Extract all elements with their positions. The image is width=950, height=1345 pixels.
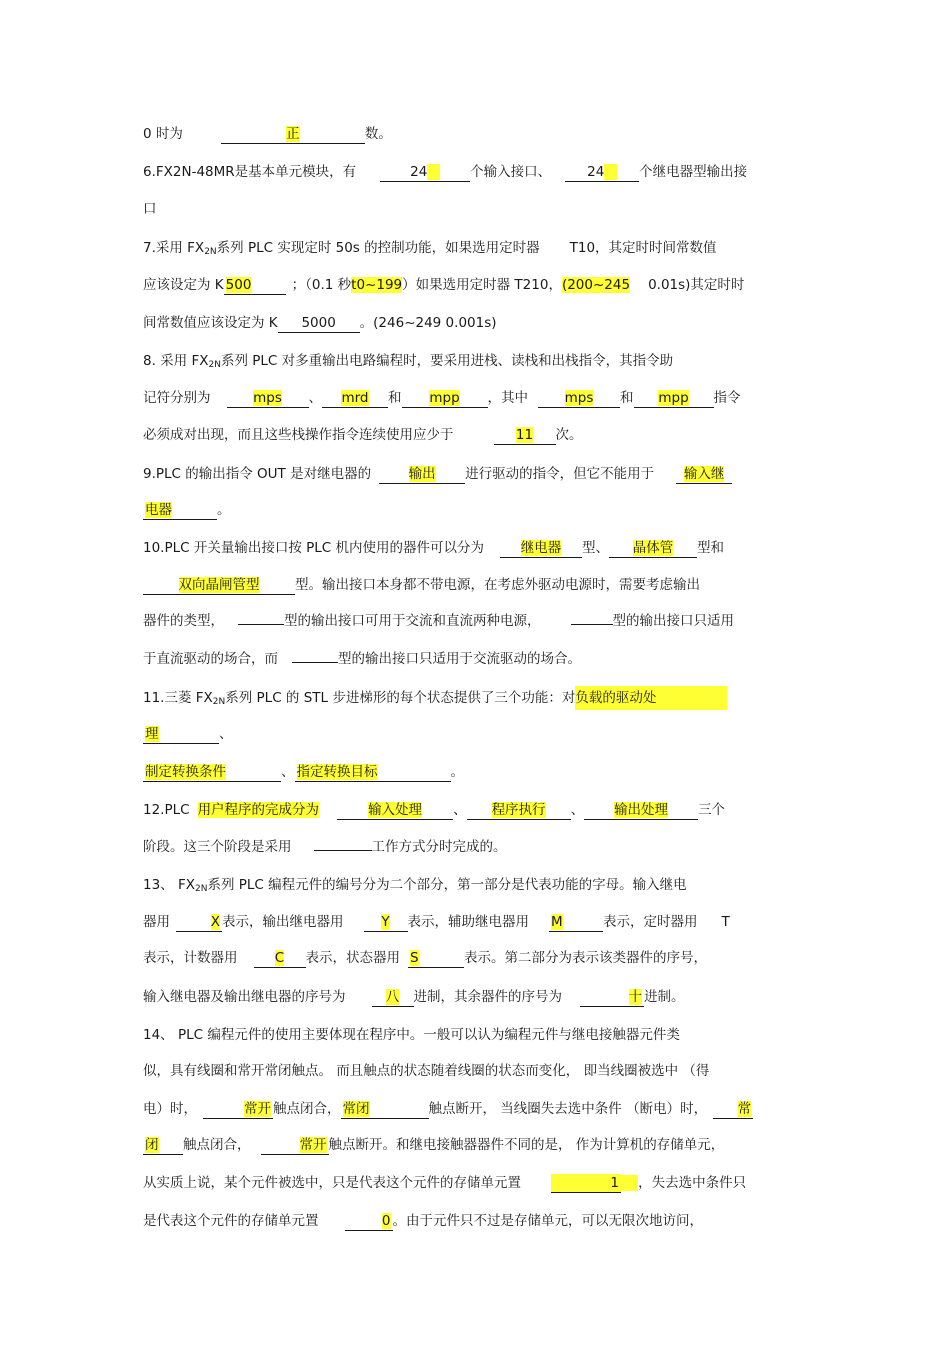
q14-line3: 电）时， 常开 触点闭合， 常闭 触点断开， 当线圈失去选中条件 （断电）时， 常 bbox=[143, 1101, 752, 1117]
answer-blank: 理 bbox=[143, 725, 219, 744]
q5-line: 0 时为 正 数。 bbox=[143, 126, 392, 142]
answer-blank: 24 bbox=[565, 163, 639, 182]
answer-blank: 常 bbox=[713, 1100, 753, 1119]
answer-blank: S bbox=[408, 949, 464, 968]
q8-line1: 8. 采用 $FX_{2N}$系列 PLC 对多重输出电路编程时，要采用进栈、读栈和出栈指令，其指令助 bbox=[143, 353, 674, 370]
q8-line3: 必须成对出现，而且这些栈操作指令连续使用应少于 11 次。 bbox=[143, 427, 583, 443]
answer-blank: mps bbox=[538, 389, 620, 408]
answer-blank bbox=[292, 662, 338, 663]
answer-blank: 0 bbox=[345, 1212, 393, 1231]
answer-blank: 500 bbox=[224, 276, 286, 295]
answer-blank: 输入处理 bbox=[337, 801, 453, 820]
answer-blank bbox=[314, 850, 372, 851]
q10-line3: 器件的类型， 型的输出接口可用于交流和直流两种电源， 型的输出接口只适用 bbox=[143, 613, 734, 629]
answer-blank: mpp bbox=[402, 389, 488, 408]
q14-line2: 似，具有线圈和常开常闭触点。 而且触点的状态随着线圈的状态而变化， 即当线圈被选中 （得 bbox=[143, 1063, 710, 1079]
q12-line2: 阶段。这三个阶段是采用 工作方式分时完成的。 bbox=[143, 839, 507, 855]
answer-blank: 常开 bbox=[261, 1136, 329, 1155]
q10-line1: 10.PLC 开关量输出接口按 PLC 机内使用的器件可以分为 继电器 型、 晶体管 型和 bbox=[143, 540, 725, 556]
q6-line1: 6.FX2N-48MR是基本单元模块，有 24 个输入接口、 24 个继电器型输出接 bbox=[143, 164, 748, 180]
answer-blank bbox=[571, 624, 613, 625]
q9-line2: 电器 。 bbox=[145, 502, 231, 518]
q11-line1: 11.三菱 $FX_{2N}$系列 PLC 的 STL 步进梯形的每个状态提供了三个功能：对负载的驱动处 bbox=[143, 686, 727, 710]
q11-line2: 理 、 bbox=[145, 726, 233, 742]
answer-blank: 电器 bbox=[143, 501, 217, 520]
answer-blank: M bbox=[549, 913, 603, 932]
q7-line2: 应该设定为 K 500 ；（0.1 秒t0~199）如果选用定时器 T210，(200~245 0.01s)其定时时 bbox=[143, 277, 745, 293]
q13-line2: 器用 X 表示，输出继电器用 Y 表示，辅助继电器用 M 表示，定时器用 T bbox=[143, 914, 730, 930]
answer-blank: mpp bbox=[634, 389, 714, 408]
answer-blank: 输出处理 bbox=[584, 801, 698, 820]
q14-line6: 是代表这个元件的存储单元置 0 。由于元件只不过是存储单元，可以无限次地访问， bbox=[143, 1213, 703, 1229]
answer-blank: 常闭 bbox=[341, 1100, 429, 1119]
answer-blank: 1 bbox=[551, 1174, 621, 1193]
q8-line2: 记符分别为 mps 、 mrd 和 mpp ，其中 mps 和 mpp 指令 bbox=[143, 390, 741, 406]
answer-blank: Y bbox=[364, 913, 408, 932]
q7-line3: 间常数值应该设定为 K 5000 。(246~249 0.001s) bbox=[143, 315, 497, 331]
q14-line5: 从实质上说，某个元件被选中，只是代表这个元件的存储单元置 1 ，失去选中条件只 bbox=[143, 1175, 747, 1191]
answer-blank: C bbox=[254, 949, 306, 968]
q6-line2: 口 bbox=[143, 201, 157, 217]
answer-blank: 24 bbox=[380, 163, 470, 182]
q12-line1: 12.PLC 用户程序的完成分为 输入处理 、 程序执行 、 输出处理 三个 bbox=[143, 802, 726, 818]
answer-blank: 常开 bbox=[203, 1100, 273, 1119]
answer-blank: 十 bbox=[580, 988, 644, 1007]
q13-line4: 输入继电器及输出继电器的序号为 八 进制，其余器件的序号为 十 进制。 bbox=[143, 989, 685, 1005]
q13-line3: 表示，计数器用 C 表示，状态器用 S 表示。第二部分为表示该类器件的序号， bbox=[143, 950, 707, 966]
q14-line4: 闭 触点闭合， 常开 触点断开。和继电接触器器件不同的是， 作为计算机的存储单元， bbox=[145, 1137, 725, 1153]
answer-blank bbox=[238, 624, 284, 625]
answer-blank: 11 bbox=[494, 426, 556, 445]
answer-blank: 5000 bbox=[278, 314, 360, 333]
answer-highlight: 负载的驱动处 bbox=[575, 686, 727, 710]
answer-blank: 八 bbox=[372, 988, 414, 1007]
q9-line1: 9.PLC 的输出指令 OUT 是对继电器的 输出 进行驱动的指令，但它不能用于 输入继 bbox=[143, 462, 732, 486]
answer-blank: 晶体管 bbox=[609, 539, 697, 558]
answer-blank: mrd bbox=[322, 389, 388, 408]
answer-blank: 双向晶闸管型 bbox=[143, 576, 295, 595]
q10-line2: 双向晶闸管型 型。输出接口本身都不带电源，在考虑外驱动电源时，需要考虑输出 bbox=[143, 573, 700, 597]
answer-blank: 指定转换目标 bbox=[295, 763, 451, 782]
q7-line1: 7.采用 $FX_{2N}$系列 PLC 实现定时 50s 的控制功能，如果选用定时器 T10，其定时时间常数值 bbox=[143, 240, 717, 257]
answer-blank: 输出 bbox=[379, 465, 465, 484]
q10-line4: 于直流驱动的场合，而 型的输出接口只适用于交流驱动的场合。 bbox=[143, 651, 581, 667]
answer-blank: 制定转换条件 bbox=[143, 763, 281, 782]
answer-blank: 闭 bbox=[143, 1136, 183, 1155]
q14-line1: 14、 PLC 编程元件的使用主要体现在程序中。一般可以认为编程元件与继电接触器元件类 bbox=[143, 1027, 680, 1043]
answer-blank: 正 bbox=[221, 125, 365, 144]
answer-blank: mps bbox=[227, 389, 309, 408]
q13-line1: 13、 $FX_{2N}$系列 PLC 编程元件的编号分为二个部分，第一部分是代表功能的字母。输入继电 bbox=[143, 877, 687, 894]
answer-blank: 程序执行 bbox=[467, 801, 571, 820]
q11-line3: 制定转换条件 、 指定转换目标 。 bbox=[145, 764, 464, 780]
answer-blank: 继电器 bbox=[500, 539, 582, 558]
answer-blank: 输入继 bbox=[676, 465, 732, 484]
answer-blank: X bbox=[176, 913, 222, 932]
